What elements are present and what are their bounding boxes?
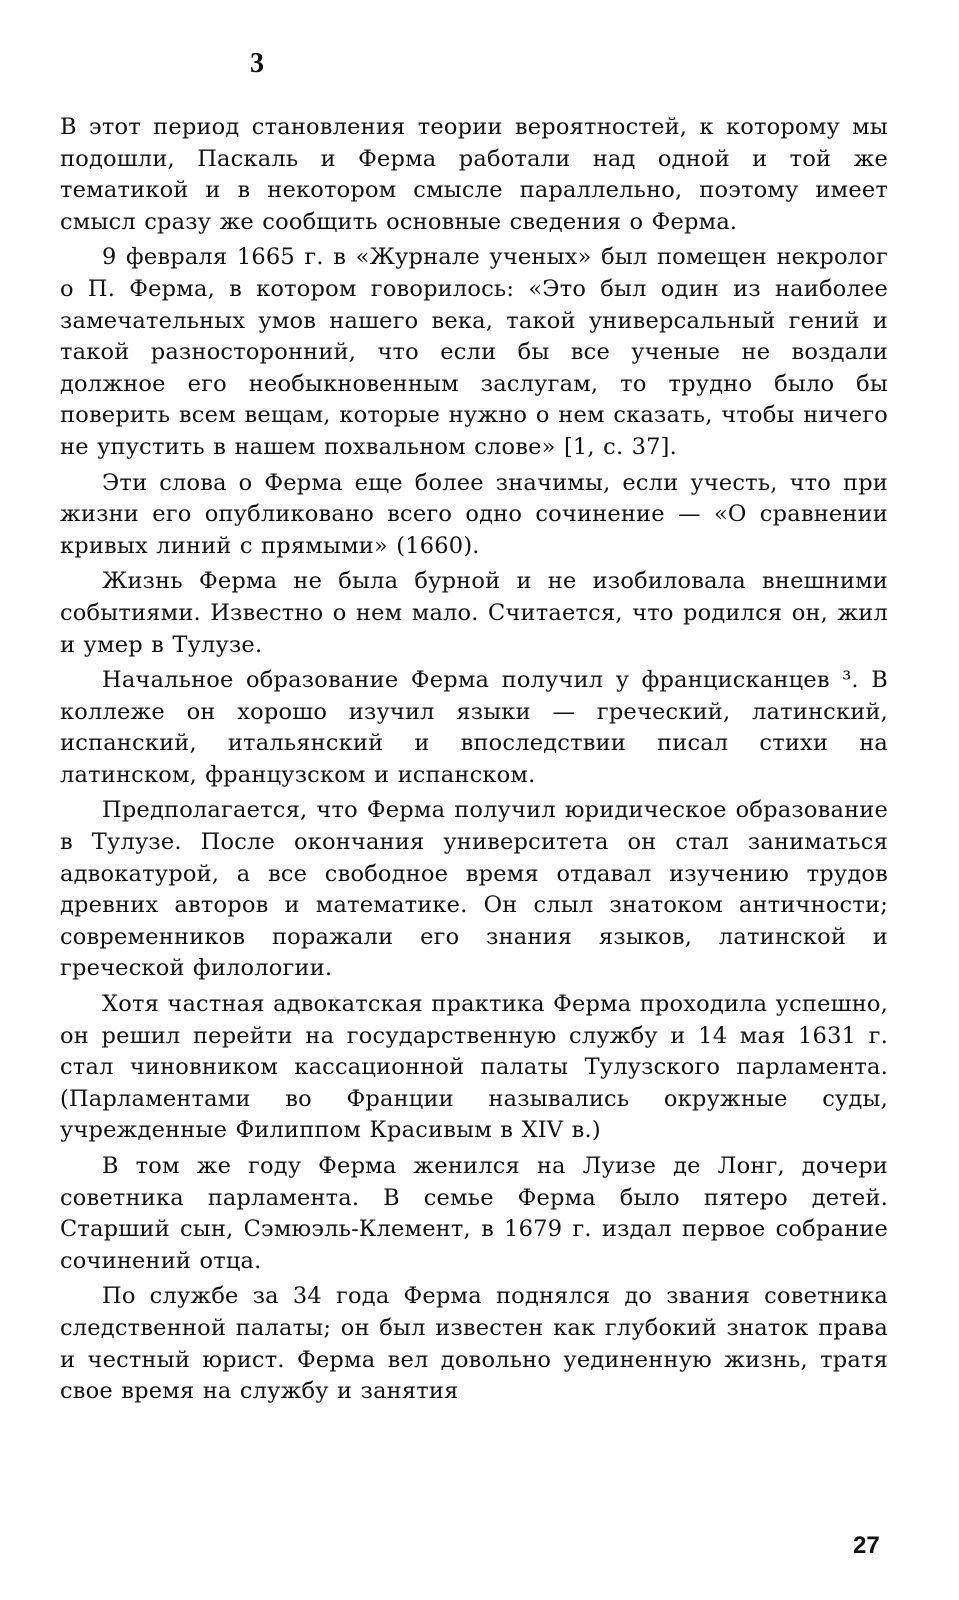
- paragraph-6: Предполагается, что Ферма получил юридическое образование в Тулузе. После окончания университета он стал заниматься адвокатурой, а все свободное время отдавал изучению трудов древних авторов и математике. Он слыл знатоком античности; современников поражали его знания языков, латинской и греческой филологии.: [60, 797, 888, 982]
- page-number: 27: [853, 1532, 880, 1559]
- paragraph-7: Хотя частная адвокатская практика Ферма проходила успешно, он решил перейти на государственную службу и 14 мая 1631 г. стал чиновником кассационной палаты Тулузского парламента. (Парламентами во Франции назывались окружные суды, учрежденные Филиппом Красивым в XIV в.): [60, 991, 888, 1144]
- paragraph-3: Эти слова о Ферма еще более значимы, если учесть, что при жизни его опубликовано всего одно сочинение — «О сравнении кривых линий с прямыми» (1660).: [60, 469, 888, 559]
- body-text: [60, 112, 888, 1412]
- paragraph-4: Жизнь Ферма не была бурной и не изобиловала внешними событиями. Известно о нем мало. Считается, что родился он, жил и умер в Тулузе.: [60, 568, 888, 658]
- paragraph-5: Начальное образование Ферма получил у францисканцев ³. В коллеже он хорошо изучил языки — греческий, латинский, испанский, итальянский и впоследствии писал стихи на латинском, французском и испанском.: [60, 667, 888, 788]
- paragraph-1: В этот период становления теории вероятностей, к которому мы подошли, Паскаль и Ферма работали над одной и той же тематикой и в некотором смысле параллельно, поэтому имеет смысл сразу же сообщить основные сведения о Ферма.: [60, 114, 888, 235]
- paragraph-8: В том же году Ферма женился на Луизе де Лонг, дочери советника парламента. В семье Ферма было пятеро детей. Старший сын, Сэмюэль-Клемент, в 1679 г. издал первое собрание сочинений отца.: [60, 1153, 888, 1274]
- paragraph-9: По службе за 34 года Ферма поднялся до звания советника следственной палаты; он был известен как глубокий знаток права и честный юрист. Ферма вел довольно уединенную жизнь, тратя свое время на службу и занятия: [60, 1283, 888, 1405]
- paragraph-2: 9 февраля 1665 г. в «Журнале ученых» был помещен некролог о П. Ферма, в котором говорилось: «Это был один из наиболее замечательных умов нашего века, такой универсальный гений и такой разносторонний, что если бы все ученые не воздали должное его необыкновенным заслугам, то трудно было бы поверить всем вещам, которые нужно о нем сказать, чтобы ничего не упустить в нашем похвальном слове» [1, с. 37].: [60, 244, 888, 460]
- chapter-number: 3: [250, 48, 264, 79]
